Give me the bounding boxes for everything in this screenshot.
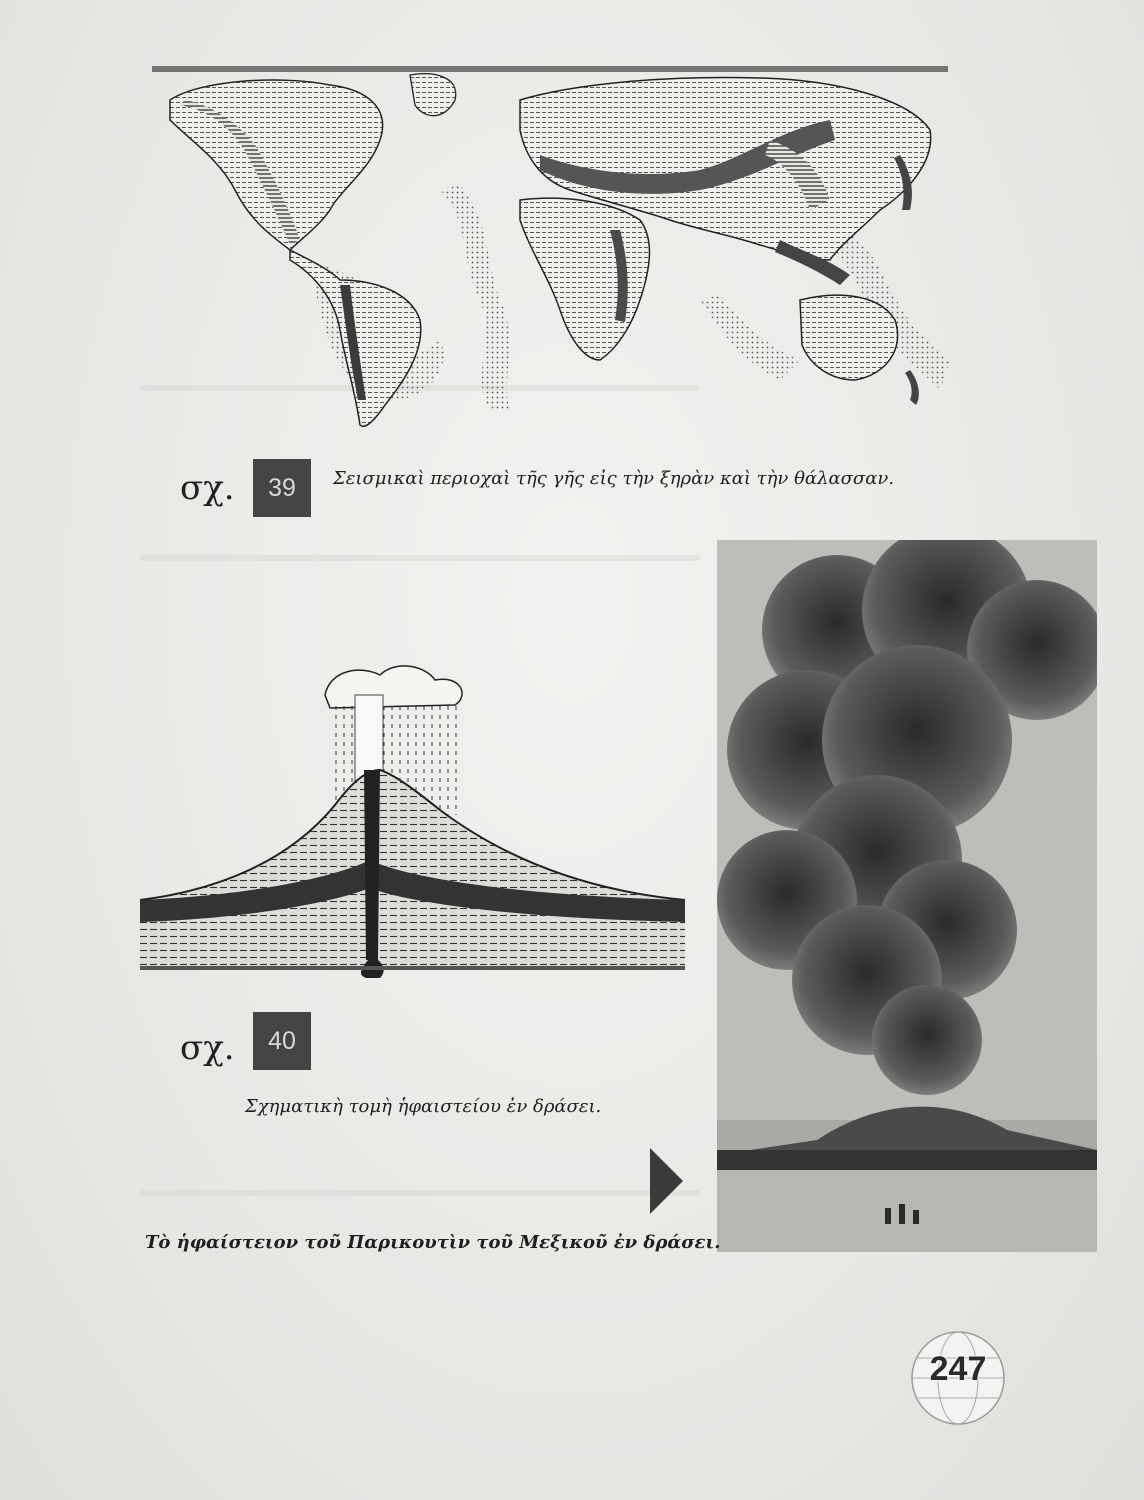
seismic-zone-new-zealand [905,370,919,405]
figure-caption: Σεισμικαὶ περιοχαὶ τῆς γῆς εἰς τὴν ξηρὰν καὶ τὴν θάλασσαν. [333,468,895,489]
pointer-arrow-icon [650,1148,683,1214]
seismic-world-map [140,60,955,450]
continent-australia [800,295,898,380]
volcanic-vent [364,770,380,960]
figure-number: 39 [253,459,311,517]
show-through-text [140,1190,700,1196]
bedrock-layers [140,922,685,968]
diagram-base-line [140,966,685,970]
ocean-belt-atlantic [440,185,510,410]
figure-label: σχ. [180,468,235,508]
horizon [717,1150,1097,1170]
figure-number: 40 [253,1012,311,1070]
continent-greenland [410,74,456,116]
page-number: 247 [929,1350,987,1388]
ocean-belt-indian [700,295,800,380]
plain [717,1170,1097,1252]
show-through-text [140,555,700,561]
volcano-cross-section-diagram [140,660,685,980]
continent-africa [520,198,649,360]
figure-label: σχ. [180,1028,235,1068]
paricutin-eruption-photo [717,540,1097,1252]
ash-cloud [325,666,462,708]
figure-caption: Σχηματικὴ τομὴ ἡφαιστείου ἐν δράσει. [245,1096,602,1117]
photo-caption: Τὸ ἡφαίστειον τοῦ Παρικουτὶν τοῦ Μεξικοῦ ἐν δράσει. [145,1232,721,1253]
